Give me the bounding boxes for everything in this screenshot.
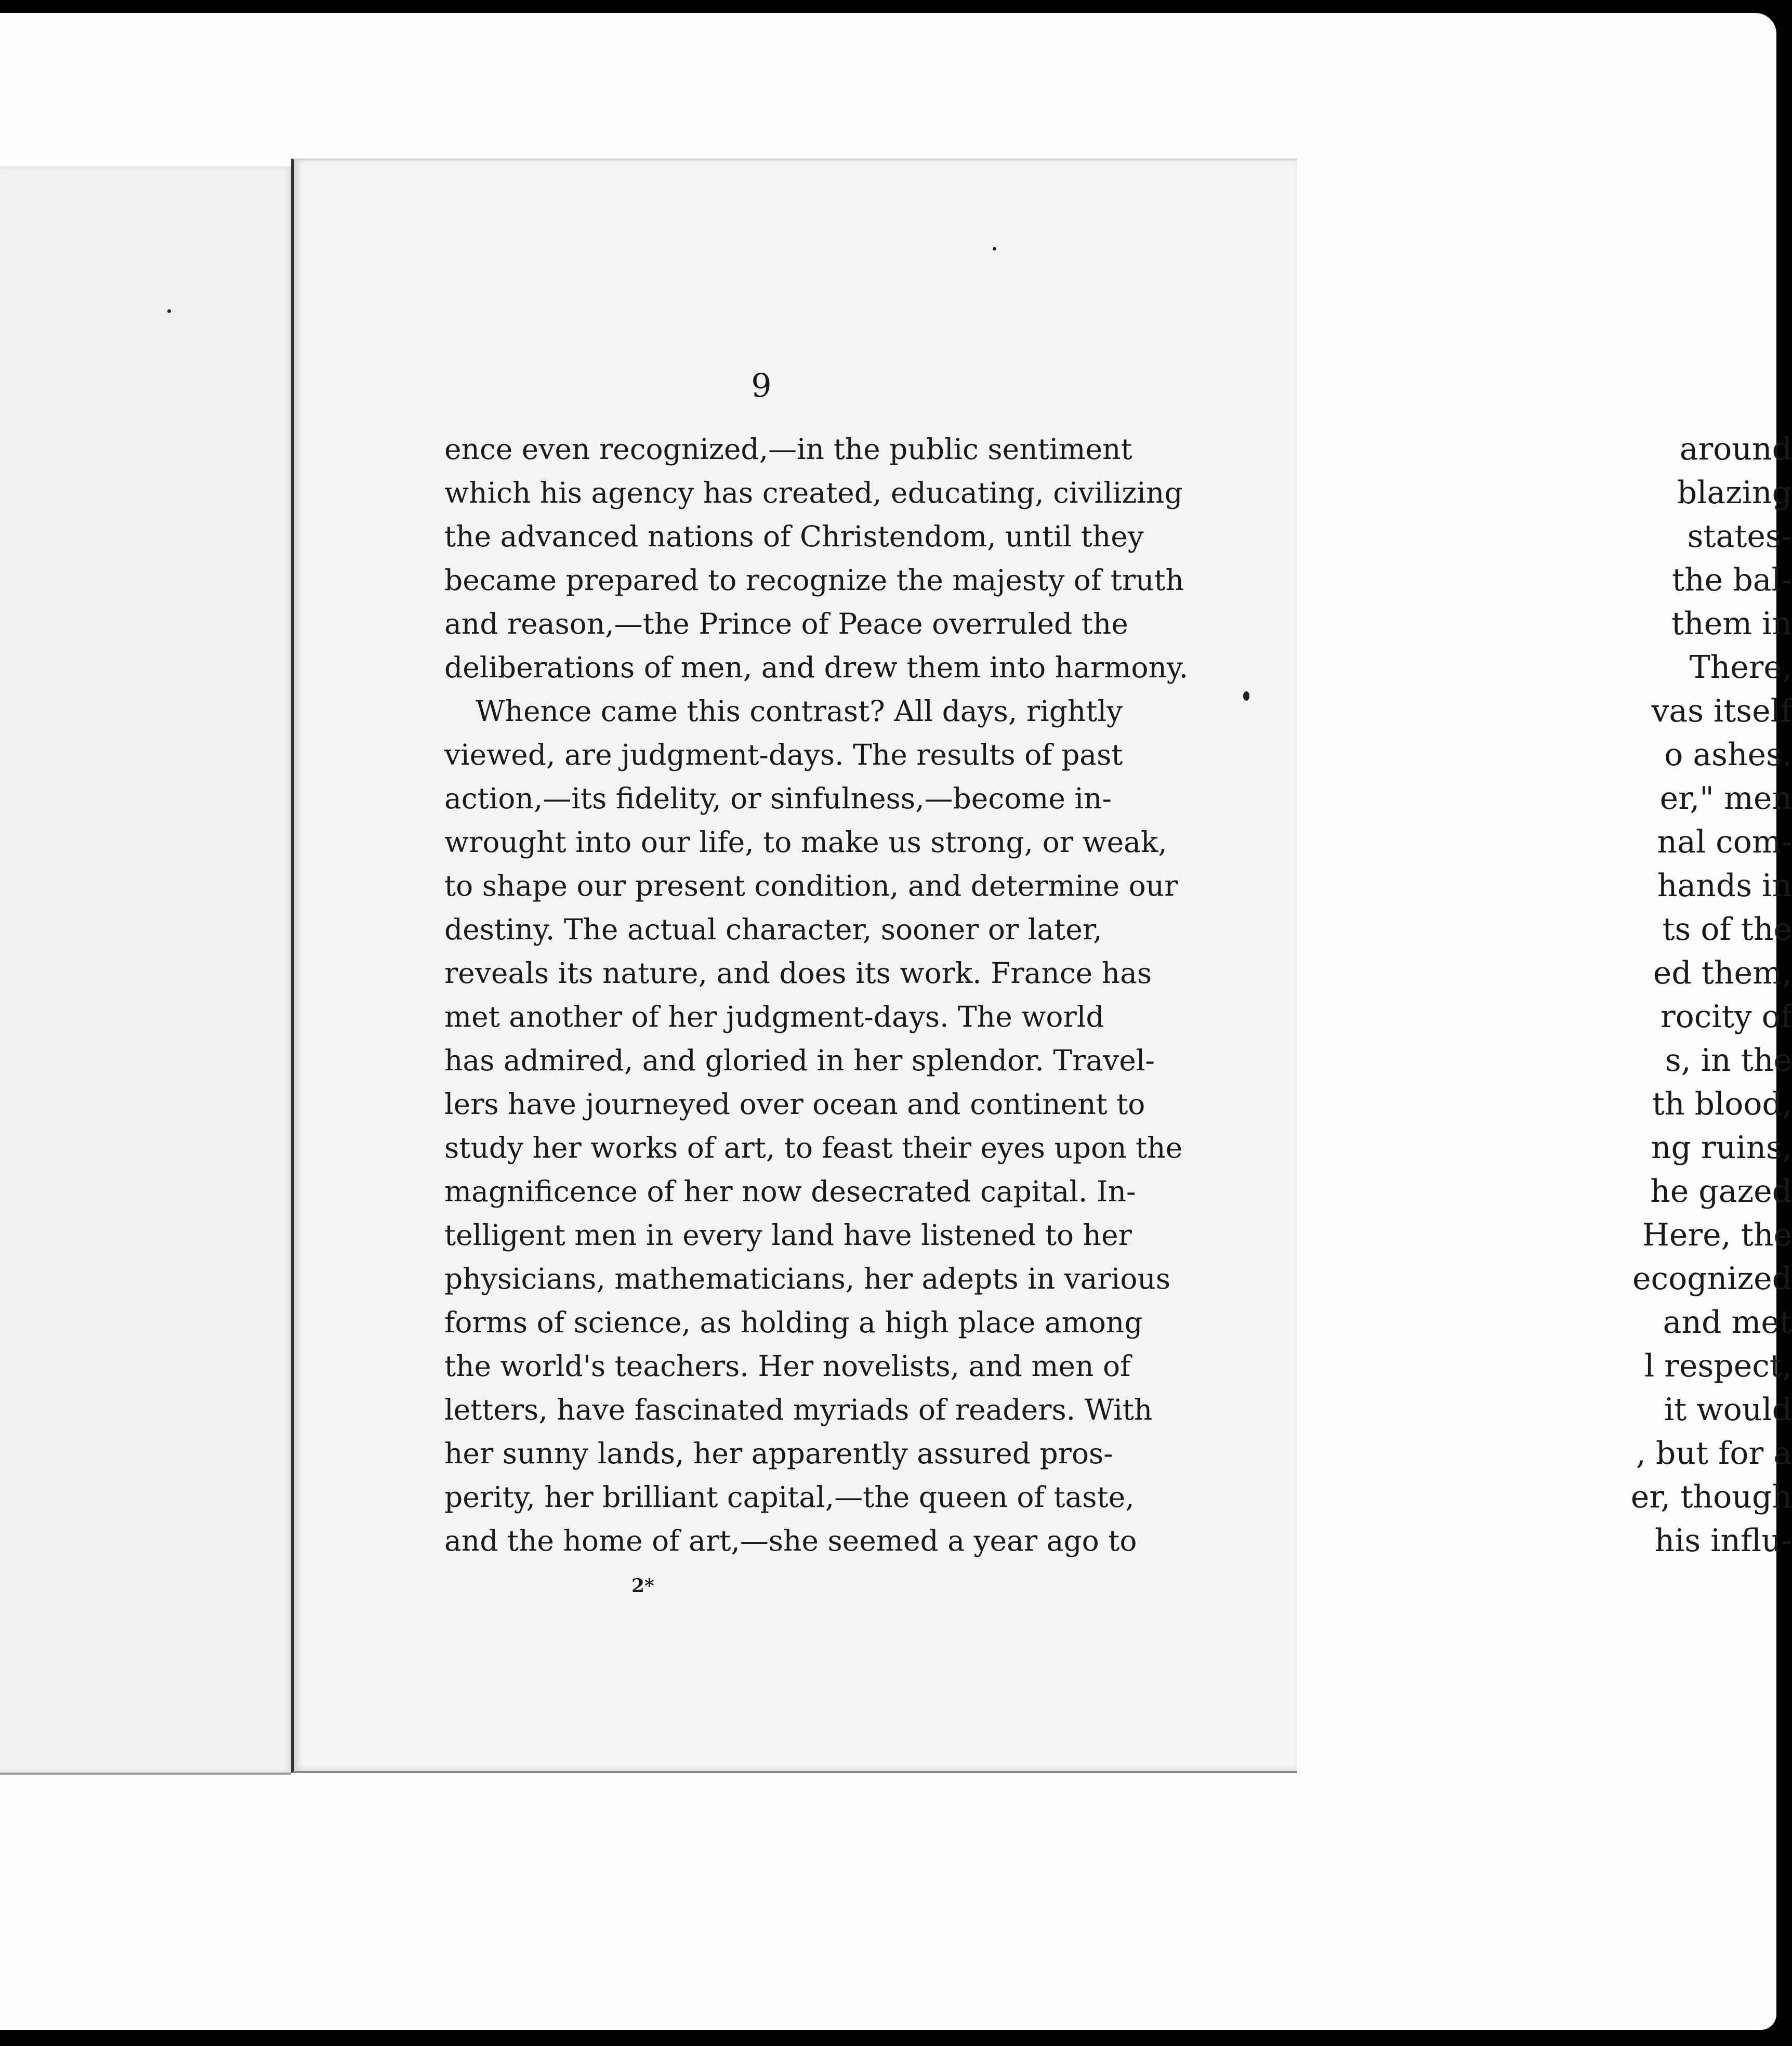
left-line: around	[1679, 431, 1792, 467]
text-line: reveals its nature, and does its work. France has	[444, 956, 1152, 990]
left-line: ed them,	[1653, 955, 1792, 991]
left-line: o ashes.	[1664, 737, 1792, 773]
left-line: Here, the	[1642, 1217, 1792, 1253]
text-line: lers have journeyed over ocean and continent to	[444, 1087, 1145, 1121]
text-line: and reason,—the Prince of Peace overruled the	[444, 607, 1128, 640]
left-line: rocity of	[1660, 999, 1792, 1035]
text-line: forms of science, as holding a high place among	[444, 1306, 1143, 1339]
left-line: blazing	[1677, 475, 1792, 511]
text-line: met another of her judgment-days. The world	[444, 1000, 1104, 1033]
text-line: letters, have fascinated myriads of readers. With	[444, 1393, 1153, 1426]
left-line: his influ-	[1654, 1523, 1792, 1559]
left-line: states-	[1687, 518, 1792, 555]
left-line: th blood,	[1652, 1086, 1792, 1122]
left-line: ecognized	[1632, 1261, 1792, 1297]
left-line: he gazed	[1650, 1173, 1792, 1210]
left-line: , but for a	[1636, 1435, 1792, 1472]
page-number: 9	[751, 366, 772, 404]
left-line: nal com-	[1657, 824, 1792, 860]
text-line: viewed, are judgment-days. The results of past	[444, 738, 1123, 771]
text-line: and the home of art,—she seemed a year ago to	[444, 1524, 1137, 1557]
left-line: it would	[1664, 1392, 1792, 1428]
ink-speck	[1243, 691, 1249, 701]
ink-speck	[167, 309, 171, 313]
left-line: the bal-	[1672, 562, 1792, 598]
left-line: er," men	[1659, 780, 1792, 817]
left-line: vas itself	[1651, 693, 1792, 729]
text-line: perity, her brilliant capital,—the queen of taste,	[444, 1480, 1135, 1514]
left-line: l respect,	[1644, 1348, 1792, 1384]
text-line: Whence came this contrast? All days, rightly	[476, 694, 1123, 728]
text-line: became prepared to recognize the majesty of truth	[444, 563, 1184, 597]
left-page	[0, 166, 291, 1775]
text-line: the world's teachers. Her novelists, and men of	[444, 1349, 1131, 1383]
text-line: her sunny lands, her apparently assured pros-	[444, 1437, 1113, 1470]
text-line: wrought into our life, to make us strong, or weak,	[444, 825, 1167, 859]
text-line: magnificence of her now desecrated capital. In-	[444, 1175, 1136, 1208]
text-line: to shape our present condition, and determine our	[444, 869, 1178, 902]
signature-mark: 2*	[631, 1575, 654, 1597]
text-line: telligent men in every land have listened to her	[444, 1218, 1132, 1252]
text-line: action,—its fidelity, or sinfulness,—become in-	[444, 782, 1112, 815]
text-line: deliberations of men, and drew them into harmony.	[444, 651, 1189, 684]
left-line: them in	[1671, 606, 1792, 642]
text-line: destiny. The actual character, sooner or later,	[444, 913, 1102, 946]
left-line: s, in the	[1665, 1042, 1792, 1079]
left-line: hands in	[1657, 868, 1792, 904]
text-line: which his agency has created, educating, civilizing	[444, 476, 1183, 509]
left-line: ng ruins,	[1651, 1130, 1792, 1166]
left-line: er, though	[1630, 1479, 1792, 1515]
ink-speck	[993, 247, 996, 251]
text-line: has admired, and gloried in her splendor. Travel-	[444, 1044, 1155, 1077]
text-line: ence even recognized,—in the public sentiment	[444, 432, 1132, 466]
left-line: and met	[1663, 1304, 1792, 1341]
left-line: There,	[1689, 649, 1792, 686]
text-line: physicians, mathematicians, her adepts in various	[444, 1262, 1171, 1295]
text-line: the advanced nations of Christendom, until they	[444, 520, 1144, 553]
text-line: study her works of art, to feast their eyes upon the	[444, 1131, 1183, 1164]
left-line: ts of the	[1662, 911, 1792, 948]
